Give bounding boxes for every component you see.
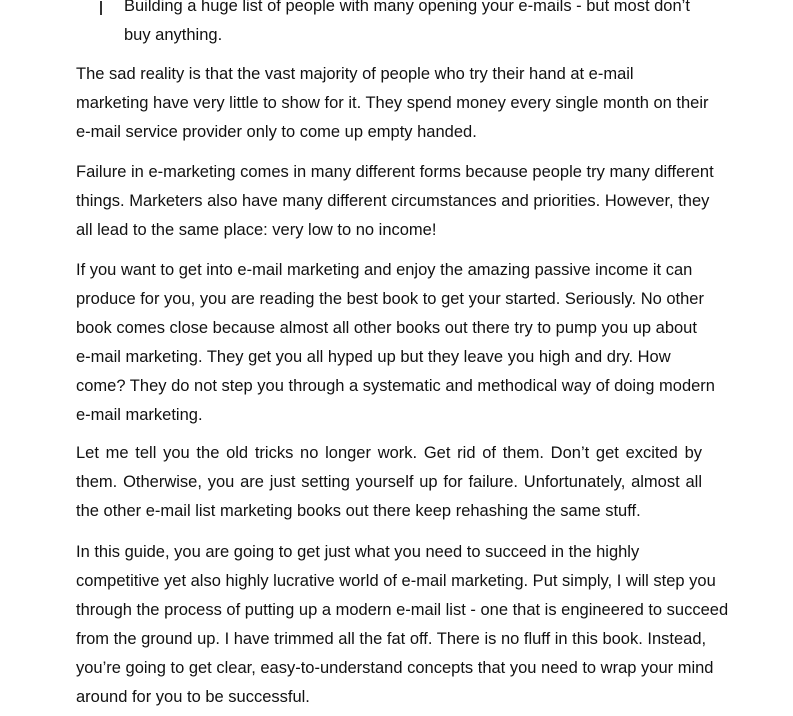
text-line: them. Otherwise, you are just setting yourself up for failure. Unfortunately, almost all <box>76 473 702 491</box>
text-line: around for you to be successful. <box>76 688 310 706</box>
text-line: from the ground up. I have trimmed all the fat off. There is no fluff in this book. Instead, <box>76 630 707 648</box>
text-line: e-mail marketing. They get you all hyped up but they leave you high and dry. How <box>76 348 671 366</box>
text-line: marketing have very little to show for it. They spend money every single month on their <box>76 94 709 112</box>
text-line: In this guide, you are going to get just what you need to succeed in the highly <box>76 543 640 561</box>
bullet-marker-icon <box>100 1 102 15</box>
text-line: e-mail marketing. <box>76 406 203 424</box>
paragraph-5 <box>76 538 729 712</box>
bullet-text <box>124 0 704 50</box>
text-line: the other e-mail list marketing books out there keep rehashing the same stuff. <box>76 502 641 520</box>
text-line: produce for you, you are reading the best book to get your started. Seriously. No other <box>76 290 704 308</box>
text-line: Failure in e-marketing comes in many different forms because people try many different <box>76 163 714 181</box>
text-line: through the process of putting up a modern e-mail list - one that is engineered to succeed <box>76 601 729 619</box>
text-line: Building a huge list of people with many opening your e-mails - but most don’t <box>124 0 690 15</box>
paragraph-1 <box>76 60 724 147</box>
text-line: Let me tell you the old tricks no longer work. Get rid of them. Don’t get excited by <box>76 444 702 462</box>
text-line: you’re going to get clear, easy-to-understand concepts that you need to wrap your mind <box>76 659 714 677</box>
paragraph-2 <box>76 158 724 245</box>
text-line: If you want to get into e-mail marketing and enjoy the amazing passive income it can <box>76 261 693 279</box>
paragraph-3 <box>76 256 724 430</box>
text-line: come? They do not step you through a systematic and methodical way of doing modern <box>76 377 715 395</box>
text-line: competitive yet also highly lucrative world of e-mail marketing. Put simply, I will step you <box>76 572 716 590</box>
text-line: e-mail service provider only to come up empty handed. <box>76 123 477 141</box>
text-line: all lead to the same place: very low to no income! <box>76 221 437 239</box>
text-line: buy anything. <box>124 26 223 44</box>
paragraph-4 <box>76 439 702 526</box>
text-line: The sad reality is that the vast majority of people who try their hand at e-mail <box>76 65 634 83</box>
text-line: things. Marketers also have many different circumstances and priorities. However, they <box>76 192 710 210</box>
text-line: book comes close because almost all other books out there try to pump you up about <box>76 319 697 337</box>
